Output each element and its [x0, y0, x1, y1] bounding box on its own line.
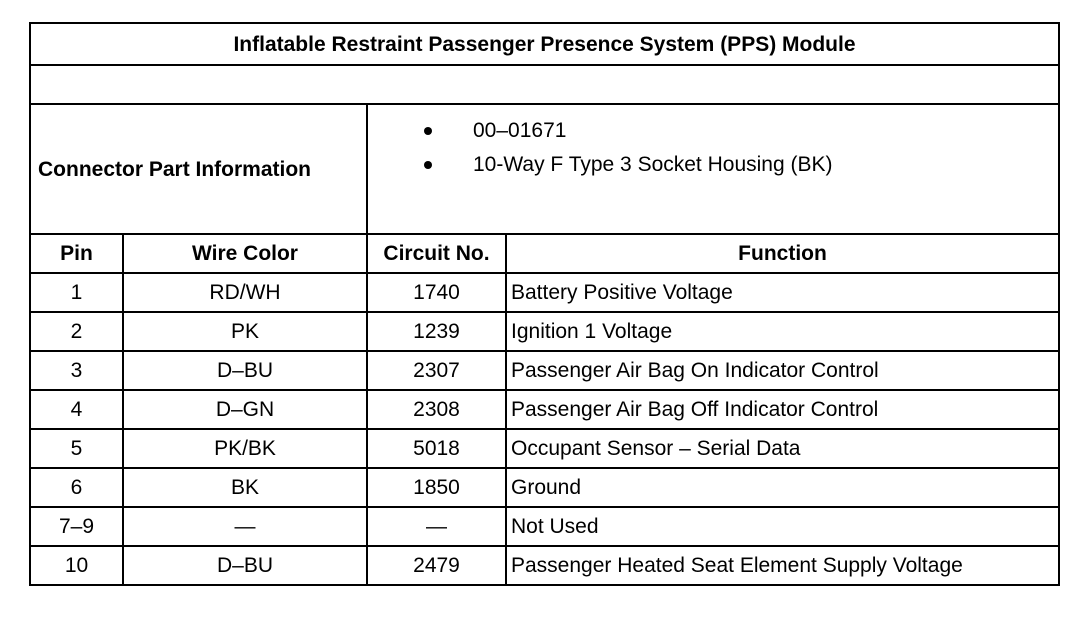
- function-cell: Passenger Heated Seat Element Supply Voltage: [506, 546, 1059, 585]
- header-function: Function: [506, 234, 1059, 273]
- wire-color-cell: RD/WH: [123, 273, 367, 312]
- table-row: [30, 312, 1059, 351]
- circuit-cell: 5018: [367, 429, 506, 468]
- connector-table: [29, 22, 1060, 586]
- connector-info-item: [424, 153, 1058, 187]
- circuit-cell: 1740: [367, 273, 506, 312]
- wire-color-cell: D–GN: [123, 390, 367, 429]
- blank-cell: [30, 65, 1059, 104]
- header-circuit: Circuit No.: [367, 234, 506, 273]
- connector-label: Connector Part Information: [30, 104, 367, 234]
- circuit-cell: 2307: [367, 351, 506, 390]
- table-row: [30, 507, 1059, 546]
- wire-color-cell: D–BU: [123, 351, 367, 390]
- wire-color-cell: PK/BK: [123, 429, 367, 468]
- column-header-row: [30, 234, 1059, 273]
- circuit-cell: 2308: [367, 390, 506, 429]
- table-row: [30, 429, 1059, 468]
- connector-part-number: 00–01671: [473, 119, 567, 142]
- bullet-icon: [424, 161, 432, 169]
- pin-cell: 7–9: [30, 507, 123, 546]
- circuit-cell: 1850: [367, 468, 506, 507]
- circuit-cell: —: [367, 507, 506, 546]
- pin-cell: 2: [30, 312, 123, 351]
- wire-color-cell: —: [123, 507, 367, 546]
- title-row: [30, 23, 1059, 65]
- function-cell: Occupant Sensor – Serial Data: [506, 429, 1059, 468]
- table-row: [30, 273, 1059, 312]
- circuit-cell: 1239: [367, 312, 506, 351]
- function-cell: Ignition 1 Voltage: [506, 312, 1059, 351]
- function-cell: Battery Positive Voltage: [506, 273, 1059, 312]
- connector-housing: 10-Way F Type 3 Socket Housing (BK): [473, 153, 833, 176]
- function-cell: Ground: [506, 468, 1059, 507]
- wire-color-cell: BK: [123, 468, 367, 507]
- connector-info-row: [30, 104, 1059, 234]
- table-row: [30, 351, 1059, 390]
- wire-color-cell: PK: [123, 312, 367, 351]
- function-cell: Passenger Air Bag Off Indicator Control: [506, 390, 1059, 429]
- blank-row: [30, 65, 1059, 104]
- header-wire-color: Wire Color: [123, 234, 367, 273]
- pin-cell: 5: [30, 429, 123, 468]
- pin-cell: 4: [30, 390, 123, 429]
- table-title: Inflatable Restraint Passenger Presence System (PPS) Module: [30, 23, 1059, 65]
- circuit-cell: 2479: [367, 546, 506, 585]
- header-pin: Pin: [30, 234, 123, 273]
- table-row: [30, 468, 1059, 507]
- pin-cell: 3: [30, 351, 123, 390]
- pin-cell: 1: [30, 273, 123, 312]
- connector-info-item: [424, 119, 1058, 153]
- table-row: [30, 390, 1059, 429]
- connector-info-cell: [367, 104, 1059, 234]
- pin-cell: 10: [30, 546, 123, 585]
- function-cell: Passenger Air Bag On Indicator Control: [506, 351, 1059, 390]
- table-row: [30, 546, 1059, 585]
- bullet-icon: [424, 127, 432, 135]
- connector-info-list: [368, 119, 1058, 187]
- function-cell: Not Used: [506, 507, 1059, 546]
- pin-cell: 6: [30, 468, 123, 507]
- wire-color-cell: D–BU: [123, 546, 367, 585]
